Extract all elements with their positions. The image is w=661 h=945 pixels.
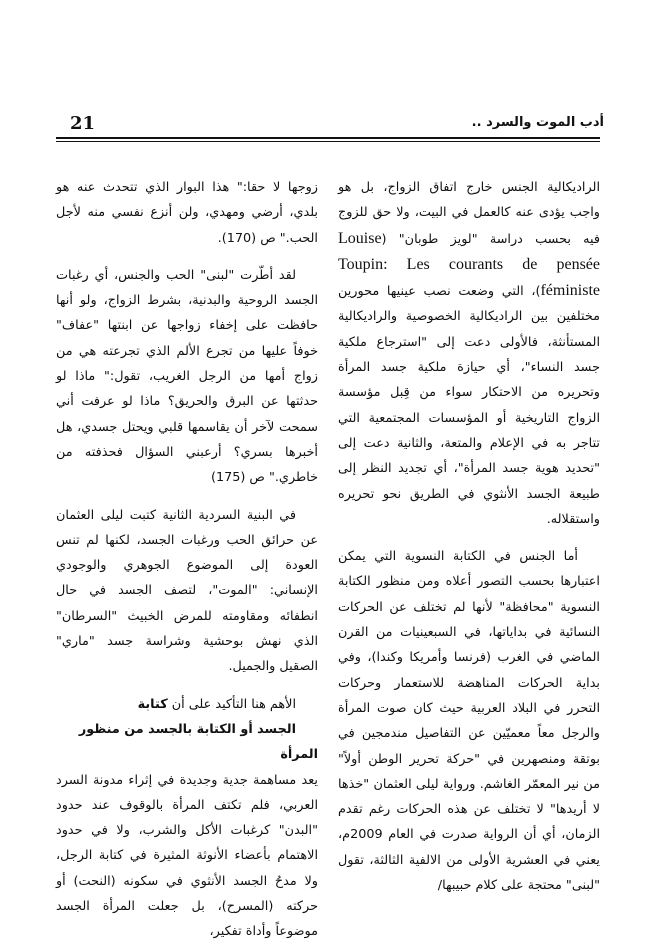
bold-phrase-line: الجسد أو الكتابة بالجسد من منظور المرأة [78,721,318,763]
left-column [56,175,318,945]
page-header [56,113,604,135]
text-run: الراديكالية الجنس خارج اتفاق الزواج، بل هو واجب يؤدى عنه كالعمل في البيت، ولا حق للزوج فيه بحسب دراسة "لويز طوبان" ( [338,180,600,247]
right-column [338,175,600,898]
header-rule [56,137,600,139]
text-run: )، التي وضعت نصب عينيها محورين مختلفين بين الراديكالية الخصوصية والراديكالية المستأنثة، فالأولى دعت إلى "استرجاع ملكية جسد النساء"، أي حيازة ملكية جسد المرأة وتحريره من الاحتكار سواء من قِبل مؤسسة الزواج التاريخية أو المؤسسات المجتمعية التي تتاجر به في الإعلام والمتعة، والثانية دعت إلى "تحديد هوية جسد المرأة"، أي تجديد النظر إلى طبيعة الجسد الأنثوي في الطريق نحو تحريره واستقلاله. [338,284,600,527]
paragraph: لقد أطّرت "لبنى" الحب والجنس، أي رغبات الجسد الروحية والبدنية، بشرط الزواج، ولو أنها حافظت على إخفاء زواجها عن ابنتها "عفاف" خوفاً عليها من تجرع الألم الذي تجرعته هي من زواج أمها من الرجل الغريب، تقول:" ماذا لو حدثتها عن البرق والحريق؟ ماذا لو عرفت أني سمحت لآخر أن يقاسمها قلبي ويحتل جسدي، هل أخبرها بسري؟ أرعبني السؤال فحذفته من خاطري." ص (175) [56,267,318,486]
paragraph [56,692,318,945]
paragraph: أما الجنس في الكتابة النسوية التي يمكن اعتبارها بحسب التصور أعلاه ومن منظور الكتابة النسوية "محافظة" لأنها لم تختلف عن الحركات النسائية في بداياتها، في السبعينيات من القرن الماضي في الغرب (فرنسا وأمريكا وكندا)، وفي بداية الحركات المناهضة للاستعمار وحركات التحرر في البلاد العربية حيث كان صوت المرأة والرجل معاً معميّين عن التفاصيل مندمجين في بوتقة ومنصهرين في "حركة تحرير الوطن أولاً" من نير المعمّر الغاشم. ورواية ليلى العثمان "خذها لا أريدها" لا تختلف عن هذه الحركات رغم تقدم الزمان، أي أن الرواية صدرت في العام 2009م، يعني في العشرية الأولى من الالفية الثالثة، تقول "لبنى" محتجة على كلام حبيبها/ [338,549,600,894]
text-run: يعد مساهمة جدية وجديدة في إثراء مدونة السرد العربي، فلم تكتف المرأة بالوقوف عند حدود "البدن" كرغبات الأكل والشرب، ولا في حدود الاهتمام بأعضاء الأنوثة المثيرة في كتابة الرجل، ولا مدحُ الجسد الأنثوي في سكونه (النحت) أو حركته (المسرح)، بل جعلت المرأة الجسد موضوعاً وأداة تفكير، [56,772,318,940]
header-rule-thin [56,141,600,142]
latin-citation: Louise Toupin: Les courants de pensée féministe [338,229,600,300]
bold-phrase: كتابة [137,696,168,712]
paragraph [338,175,600,532]
page-number: 21 [70,113,96,134]
paragraph: زوجها لا حقا:" هذا البوار الذي تتحدث عنه هو بلدي، أرضي ومهدي، ولن أنزع نفسي منه لأجل الحب." ص (170). [56,180,318,246]
paragraph: في البنية السردية الثانية كتبت ليلى العثمان عن حرائق الحب ورغبات الجسد، لكنها لم تنس العودة إلى الموضوع الجوهري والوجودي الإنساني: "الموت"، لتصف الجسد في حال انطفائه ومقاومته للمرض الخبيث "السرطان" الذي نهش بوحشية وشراسة جسد "ماري" الصقيل والجميل. [56,507,318,675]
text-run: الأهم هنا التأكيد على أن [167,696,296,712]
running-title: أدب الموت والسرد .. [471,115,604,130]
